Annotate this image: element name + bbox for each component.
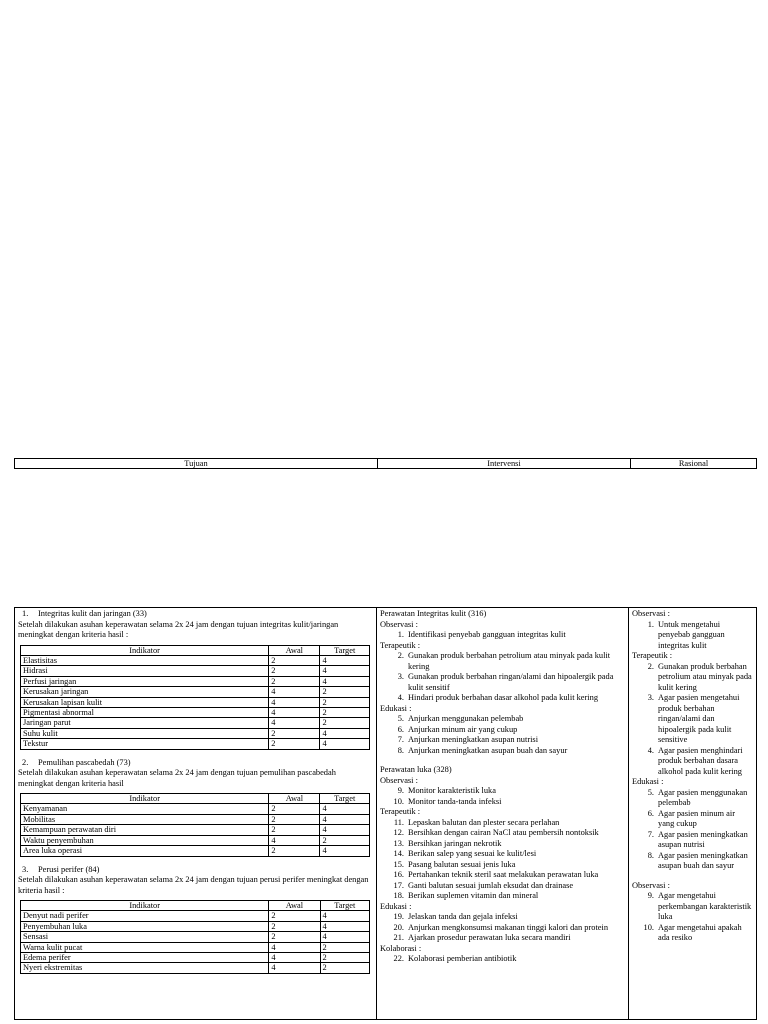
criteria-awal: 4 <box>269 707 320 717</box>
item-text: Anjurkan meningkatkan asupan buah dan sayur <box>408 745 568 755</box>
item-text: Pertahankan teknik steril saat melakukan perawatan luka <box>408 870 599 879</box>
criteria-header-awal: Awal <box>269 794 320 804</box>
table-row <box>21 676 370 686</box>
criteria-table <box>20 645 370 750</box>
table-row <box>21 728 370 738</box>
table-row <box>21 707 370 717</box>
item-text: Anjurkan minum air yang cukup <box>408 724 518 734</box>
list-item <box>380 746 625 757</box>
criteria-header-indikator: Indikator <box>21 901 269 911</box>
item-list <box>380 912 625 944</box>
list-item <box>632 851 753 872</box>
item-text: Berikan salep yang sesuai ke kulit/lesi <box>408 849 537 858</box>
item-text: Hindari produk berbahan dasar alkohol pada kulit kering <box>408 693 599 702</box>
criteria-header-indikator: Indikator <box>21 645 269 655</box>
table-row <box>21 814 370 824</box>
criteria-target: 4 <box>320 932 370 942</box>
item-text: Anjurkan menggunakan pelembab <box>408 714 524 723</box>
table-row <box>21 804 370 814</box>
item-text: Bersihkan dengan cairan NaCl atau pembersih nontoksik <box>408 828 599 837</box>
list-item <box>380 725 625 736</box>
list-item <box>632 830 753 851</box>
criteria-target: 4 <box>320 921 370 931</box>
criteria-indikator: Tekstur <box>21 739 269 749</box>
item-list <box>380 786 625 807</box>
criteria-indikator: Warna kulit pucat <box>21 942 269 952</box>
table-row <box>21 697 370 707</box>
item-list <box>380 714 625 756</box>
criteria-indikator: Sensasi <box>21 932 269 942</box>
item-text: Agar pasien meningkatkan asupan nutrisi <box>658 829 748 849</box>
list-item <box>632 923 753 944</box>
list-item <box>380 912 625 923</box>
criteria-indikator: Denyut nadi perifer <box>21 911 269 921</box>
group-label: Observasi : <box>380 619 418 629</box>
diagnosis-title-text: Pemulihan pascabedah (73) <box>38 757 131 767</box>
criteria-header-indikator: Indikator <box>21 794 269 804</box>
group-label: Edukasi : <box>380 901 412 911</box>
criteria-indikator: Kenyamanan <box>21 804 269 814</box>
intervention-title: Perawatan luka (328) <box>380 765 452 774</box>
list-item <box>632 662 753 694</box>
item-number: 21. <box>393 933 404 942</box>
table-row <box>21 963 370 973</box>
table-row <box>21 655 370 665</box>
item-text: Untuk mengetahui penyebab gangguan integritas kulit <box>658 619 725 650</box>
criteria-target: 2 <box>320 942 370 952</box>
criteria-header-row <box>21 645 370 655</box>
item-text: Pasang balutan sesuai jenis luka <box>408 859 516 869</box>
item-number: 10. <box>393 796 404 806</box>
item-list <box>380 954 625 965</box>
criteria-target: 2 <box>320 835 370 845</box>
item-number: 15. <box>393 859 404 869</box>
list-item <box>380 735 625 746</box>
list-item <box>380 693 625 704</box>
list-item <box>380 672 625 693</box>
criteria-target: 2 <box>320 707 370 717</box>
header-rasional: Rasional <box>678 459 709 468</box>
item-list <box>380 630 625 641</box>
group-label: Terapeutik : <box>380 640 421 650</box>
criteria-awal: 4 <box>269 953 320 963</box>
item-text: Bersihkan jaringan nekrotik <box>408 838 502 848</box>
spacer <box>380 756 625 765</box>
criteria-header-target: Target <box>320 794 370 804</box>
criteria-awal: 2 <box>269 739 320 749</box>
list-item <box>380 630 625 641</box>
item-number: 16. <box>393 870 404 879</box>
criteria-target: 4 <box>320 911 370 921</box>
list-item <box>380 954 625 965</box>
item-text: Gunakan produk berbahan ringan/alami dan hipoalergik pada kulit sensitif <box>408 672 614 692</box>
item-number: 6. <box>397 724 404 734</box>
diagnosis-title <box>18 609 373 620</box>
diagnosis-title-text: Perusi perifer (84) <box>38 864 100 874</box>
group-label: Observasi : <box>380 775 418 785</box>
header-tujuan: Tujuan <box>15 459 378 468</box>
table-row <box>21 825 370 835</box>
criteria-awal: 2 <box>269 932 320 942</box>
criteria-awal: 2 <box>269 804 320 814</box>
criteria-header-awal: Awal <box>269 645 320 655</box>
criteria-target: 4 <box>320 825 370 835</box>
criteria-awal: 2 <box>269 728 320 738</box>
criteria-awal: 2 <box>269 666 320 676</box>
item-number: 7. <box>397 735 404 744</box>
criteria-header-row <box>21 794 370 804</box>
list-item <box>380 891 625 902</box>
diagnosis-section <box>18 609 373 750</box>
item-text: Agar mengetahui apakah ada resiko <box>658 922 742 942</box>
diagnosis-title-text: Integritas kulit dan jaringan (33) <box>38 609 147 618</box>
list-item <box>380 786 625 797</box>
criteria-indikator: Kerusakan jaringan <box>21 687 269 697</box>
item-number: 8. <box>397 745 404 755</box>
criteria-awal: 4 <box>269 835 320 845</box>
group-label: Edukasi : <box>632 777 664 786</box>
item-text: Agar pasien menghindari produk berbahan dasara alkohol pada kulit kering <box>658 745 743 776</box>
item-number: 7. <box>647 829 654 839</box>
diagnosis-description: Setelah dilakukan asuhan keperawatan selama 2x 24 jam dengan tujuan pemulihan pascabedah meningkat dengan kriteria hasil <box>18 768 336 788</box>
criteria-indikator: Elastisitas <box>21 655 269 665</box>
criteria-indikator: Edema perifer <box>21 953 269 963</box>
item-number: 22. <box>393 954 404 963</box>
group-label: Terapeutik : <box>632 651 673 660</box>
item-text: Anjurkan meningkatkan asupan nutrisi <box>408 735 539 744</box>
intervention-title: Perawatan Integritas kulit (316) <box>380 609 487 618</box>
item-number: 13. <box>393 838 404 848</box>
criteria-indikator: Kemampuan perawatan diri <box>21 825 269 835</box>
criteria-target: 2 <box>320 963 370 973</box>
item-list <box>380 651 625 704</box>
item-number: 1. <box>397 630 404 639</box>
group-label: Edukasi : <box>380 703 412 713</box>
criteria-indikator: Nyeri ekstremitas <box>21 963 269 973</box>
criteria-awal: 2 <box>269 814 320 824</box>
criteria-indikator: Penyembuhan luka <box>21 921 269 931</box>
item-list <box>380 818 625 902</box>
criteria-awal: 2 <box>269 911 320 921</box>
item-text: Lepaskan balutan dan plester secara perlahan <box>408 817 560 827</box>
list-item <box>380 828 625 839</box>
care-plan-table <box>14 607 757 1020</box>
list-item <box>632 891 753 923</box>
list-item <box>632 620 753 652</box>
table-row <box>21 666 370 676</box>
criteria-indikator: Area luka operasi <box>21 846 269 856</box>
diagnosis-title <box>18 865 373 876</box>
criteria-awal: 4 <box>269 687 320 697</box>
item-number: 5. <box>397 714 404 723</box>
rasional-column <box>629 608 756 1019</box>
criteria-awal: 2 <box>269 825 320 835</box>
criteria-header-awal: Awal <box>269 901 320 911</box>
item-text: Anjurkan mengkonsumsi makanan tinggi kalori dan protein <box>408 922 609 932</box>
list-item <box>632 746 753 778</box>
item-number: 14. <box>393 849 404 858</box>
criteria-target: 4 <box>320 655 370 665</box>
list-item <box>380 860 625 871</box>
criteria-target: 2 <box>320 687 370 697</box>
criteria-awal: 2 <box>269 655 320 665</box>
criteria-indikator: Perfusi jaringan <box>21 676 269 686</box>
list-item <box>380 933 625 944</box>
spacer <box>632 872 753 881</box>
list-item <box>632 788 753 809</box>
list-item <box>380 818 625 829</box>
criteria-awal: 2 <box>269 846 320 856</box>
table-row <box>21 911 370 921</box>
criteria-indikator: Kerusakan lapisan kulit <box>21 697 269 707</box>
list-item <box>380 870 625 881</box>
item-text: Gunakan produk berbahan petrolium atau minyak pada kulit kering <box>408 651 611 671</box>
item-list <box>632 662 753 778</box>
item-number: 4. <box>647 745 654 755</box>
criteria-target: 4 <box>320 804 370 814</box>
item-number: 2. <box>647 661 654 671</box>
item-number: 11. <box>393 817 404 827</box>
list-item <box>380 881 625 892</box>
table-row <box>21 932 370 942</box>
table-row <box>21 687 370 697</box>
table-row <box>21 739 370 749</box>
item-number: 1. <box>647 619 654 629</box>
criteria-header-target: Target <box>320 645 370 655</box>
criteria-target: 2 <box>320 718 370 728</box>
diagnosis-title <box>18 758 373 769</box>
group-label: Observasi : <box>632 609 670 618</box>
diagnosis-description: Setelah dilakukan asuhan keperawatan selama 2x 24 jam dengan tujuan integritas kulit/jaringan meningkat dengan kriteria hasil : <box>18 619 339 639</box>
table-row <box>21 921 370 931</box>
item-number: 19. <box>393 912 404 921</box>
list-item <box>632 693 753 746</box>
item-number: 12. <box>393 828 404 837</box>
criteria-target: 4 <box>320 814 370 824</box>
criteria-table <box>20 900 370 974</box>
item-number: 4. <box>397 693 404 702</box>
criteria-indikator: Pigmentasi abnormal <box>21 707 269 717</box>
criteria-table <box>20 793 370 856</box>
item-text: Ganti balutan sesuai jumlah eksudat dan drainase <box>408 880 574 890</box>
item-text: Gunakan produk berbahan petrolium atau minyak pada kulit kering <box>658 661 752 692</box>
diagnosis-description: Setelah dilakukan asuhan keperawatan selama 2x 24 jam dengan tujuan perusi perifer meningkat dengan kriteria hasil : <box>18 875 369 895</box>
item-text: Berikan suplemen vitamin dan mineral <box>408 891 539 900</box>
item-number: 17. <box>393 880 404 890</box>
diagnosis-section <box>18 758 373 857</box>
criteria-awal: 2 <box>269 921 320 931</box>
item-number: 5. <box>647 787 654 797</box>
item-text: Agar pasien mengetahui produk berbahan ringan/alami dan hipoalergik pada kulit sensitive <box>658 693 740 744</box>
table-row <box>21 942 370 952</box>
criteria-indikator: Jaringan parut <box>21 718 269 728</box>
item-text: Monitor karakteristik luka <box>408 786 496 795</box>
criteria-awal: 4 <box>269 718 320 728</box>
criteria-indikator: Hidrasi <box>21 666 269 676</box>
item-text: Jelaskan tanda dan gejala infeksi <box>408 912 518 921</box>
item-text: Agar mengetahui perkembangan karakteristik luka <box>658 891 752 921</box>
item-number: 10. <box>643 922 654 932</box>
group-label: Kolaborasi : <box>380 943 422 953</box>
criteria-indikator: Suhu kulit <box>21 728 269 738</box>
item-text: Agar pasien menggunakan pelembab <box>658 787 748 807</box>
criteria-indikator: Waktu penyembuhan <box>21 835 269 845</box>
item-list <box>632 788 753 872</box>
diagnosis-section <box>18 865 373 974</box>
item-text: Agar pasien minum air yang cukup <box>658 808 735 828</box>
group-label: Observasi : <box>632 880 670 890</box>
criteria-target: 4 <box>320 666 370 676</box>
item-number: 2. <box>397 651 404 660</box>
item-text: Identifikasi penyebab gangguan integritas kulit <box>408 630 566 639</box>
item-text: Kolaborasi pemberian antibiotik <box>408 954 517 963</box>
diagnosis-number: 2. <box>22 757 29 767</box>
criteria-target: 4 <box>320 676 370 686</box>
criteria-header-row <box>21 901 370 911</box>
criteria-target: 4 <box>320 846 370 856</box>
list-item <box>380 797 625 808</box>
list-item <box>380 849 625 860</box>
item-text: Agar pasien meningkatkan asupan buah dan sayur <box>658 850 748 870</box>
list-item <box>632 809 753 830</box>
item-number: 6. <box>647 808 654 818</box>
intervention-section <box>380 609 625 756</box>
criteria-target: 4 <box>320 739 370 749</box>
item-number: 8. <box>647 850 654 860</box>
table-row <box>21 718 370 728</box>
criteria-awal: 4 <box>269 963 320 973</box>
item-number: 9. <box>647 891 654 900</box>
tujuan-column <box>15 608 377 1019</box>
criteria-awal: 4 <box>269 697 320 707</box>
rationale-section <box>632 881 753 944</box>
criteria-awal: 4 <box>269 942 320 952</box>
list-item <box>380 923 625 934</box>
criteria-target: 4 <box>320 728 370 738</box>
group-label: Terapeutik : <box>380 807 421 816</box>
item-number: 18. <box>393 891 404 900</box>
item-list <box>632 620 753 652</box>
item-list <box>632 891 753 944</box>
rationale-section <box>632 609 753 872</box>
criteria-header-target: Target <box>320 901 370 911</box>
item-number: 9. <box>397 786 404 795</box>
intervensi-column <box>377 608 629 1019</box>
table-header-row <box>14 458 757 469</box>
header-intervensi: Intervensi <box>378 459 631 468</box>
item-number: 20. <box>393 922 404 932</box>
diagnosis-number: 1. <box>22 609 29 618</box>
criteria-awal: 2 <box>269 676 320 686</box>
item-number: 3. <box>397 672 404 681</box>
table-row <box>21 846 370 856</box>
item-number: 3. <box>647 693 654 702</box>
list-item <box>380 839 625 850</box>
criteria-target: 2 <box>320 953 370 963</box>
diagnosis-number: 3. <box>22 864 29 874</box>
item-text: Monitor tanda-tanda infeksi <box>408 796 502 806</box>
criteria-target: 2 <box>320 697 370 707</box>
list-item <box>380 651 625 672</box>
intervention-section <box>380 765 625 965</box>
item-text: Ajarkan prosedur perawatan luka secara mandiri <box>408 933 571 942</box>
table-row <box>21 953 370 963</box>
criteria-indikator: Mobilitas <box>21 814 269 824</box>
table-row <box>21 835 370 845</box>
list-item <box>380 714 625 725</box>
